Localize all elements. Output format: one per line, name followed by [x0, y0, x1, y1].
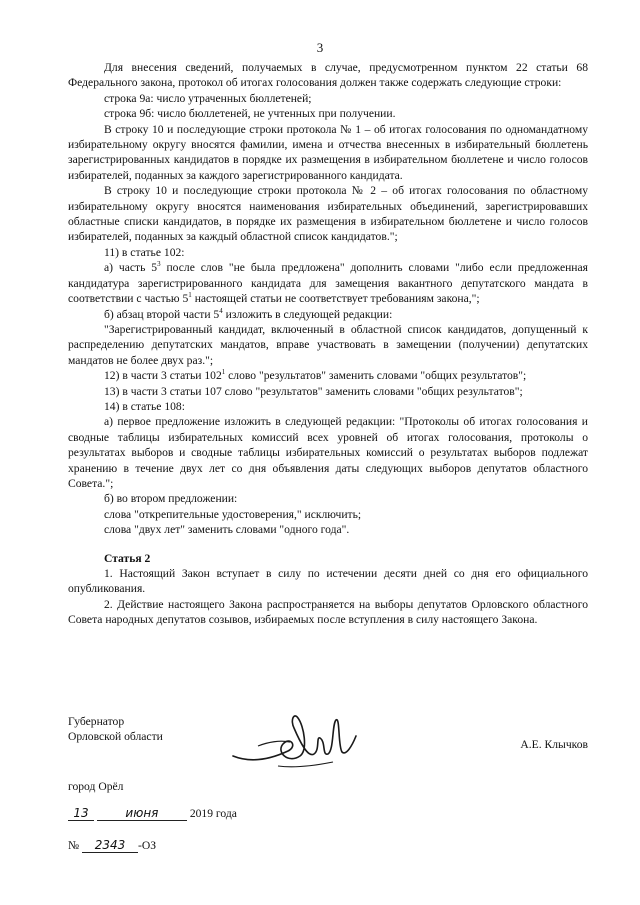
number-value: 2343 [82, 838, 138, 853]
paragraph: В строку 10 и последующие строки протокола № 2 – об итогах голосования по областному избирательному округу вносятся наименования избирательных объединений, зарегистрировавших областные списки кандидатов, в порядке их размещения в избирательном бюллетене и число голосов избирателей, поданных за каждый областной список кандидатов."; [68, 184, 588, 244]
paragraph: 11) в статье 102: [104, 245, 185, 259]
paragraph: 2. Действие настоящего Закона распространяется на выборы депутатов Орловского областного Совета народных депутатов созывов, избираемых после вступления в силу настоящего Закона. [68, 597, 588, 627]
text-fragment: б) абзац второй части 5 [104, 307, 220, 321]
text-fragment: изложить в следующей редакции: [222, 307, 393, 321]
signatory-title-line: Губернатор [68, 715, 125, 728]
paragraph [68, 260, 588, 306]
number-suffix: -ОЗ [137, 839, 157, 852]
paragraph: слова "двух лет" заменить словами "одного года". [104, 523, 350, 537]
paragraph [68, 368, 588, 383]
paragraph: строка 9а: число утраченных бюллетеней; [104, 91, 312, 105]
paragraph: В строку 10 и последующие строки протокола № 1 – об итогах голосования по одномандатному избирательному округу вносятся фамилии, имена и отчества внесенных в избирательный бюллетень зарегистрированных кандидатов в порядке их размещения в избирательном бюллетене и число голосов избирателей, поданных за каждого зарегистрированного кандидата. [68, 122, 588, 182]
superscript: 4 [219, 306, 223, 315]
text-fragment: настоящей статьи не соответствует требованиям закона,"; [191, 292, 480, 306]
number-prefix: № [68, 839, 80, 852]
text-fragment: после слов "не была предложена" дополнить словами "либо если предложенная кандидатура зарегистрированного кандидата для замещения вакантного депутатского мандата в соответствии с частью 5 [68, 261, 588, 306]
text-fragment: а) часть 5 [104, 261, 158, 275]
law-text [68, 60, 588, 628]
text-fragment: слово "результатов" заменить словами "общих результатов"; [225, 369, 527, 383]
paragraph: б) во втором предложении: [104, 492, 238, 506]
superscript: 1 [188, 291, 192, 300]
paragraph: Для внесения сведений, получаемых в случае, предусмотренном пунктом 22 статьи 68 Федерального закона, протокол об итогах голосования должен также содержать следующие строки: [68, 61, 588, 90]
paragraph: 13) в части 3 статьи 107 слово "результатов" заменить словами "общих результатов"; [104, 384, 523, 398]
paragraph: 14) в статье 108: [104, 399, 185, 413]
paragraph: а) первое предложение изложить в следующей редакции: "Протоколы об итогах голосования и сводные таблицы избирательных комиссий всех уровней об итогах голосования, протоколы о результатах выборов и сводные таблицы избирательных комиссий о результатах выборов подлежат хранению в течение двух лет со дня объявления даты следующих выборов депутатов областного Совета."; [68, 415, 588, 490]
superscript: 1 [221, 368, 226, 377]
handwritten-signature-icon [228, 706, 368, 776]
paragraph: слова "открепительные удостоверения," исключить; [104, 507, 362, 521]
superscript: 3 [157, 260, 161, 269]
signatory-title-line: Орловской области [68, 730, 163, 744]
date-month: июня [97, 806, 187, 821]
paragraph: 1. Настоящий Закон вступает в силу по истечении десяти дней со дня его официального опубликования. [68, 567, 588, 596]
paragraph [68, 307, 588, 322]
signatory-name: А.Е. Клычков [520, 738, 588, 751]
signatory-title [68, 714, 163, 745]
paragraph: "Зарегистрированный кандидат, включенный в областной список кандидатов, допущенный к распределению депутатских мандатов, вправе участвовать в замещении (получении) депутатских мандатов не более двух раз."; [68, 322, 588, 367]
number-line [68, 838, 156, 858]
article-heading: Статья 2 [104, 551, 151, 565]
text-fragment: 12) в части 3 статьи 102 [104, 369, 222, 383]
date-line [68, 806, 237, 826]
date-day: 13 [68, 806, 94, 821]
page-number: 3 [316, 40, 324, 55]
date-year: 2019 года [189, 807, 237, 820]
city: город Орёл [68, 780, 124, 793]
paragraph: строка 9б: число бюллетеней, не учтенных при получении. [104, 107, 396, 121]
